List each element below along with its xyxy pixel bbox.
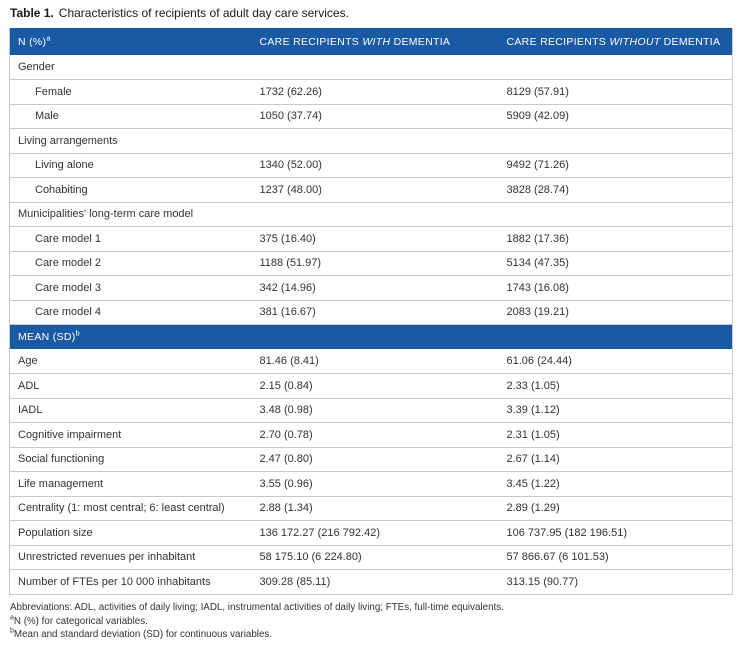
value-without-dementia: 57 866.67 (6 101.53) — [499, 545, 733, 570]
value-with-dementia: 1340 (52.00) — [252, 153, 499, 178]
value-without-dementia: 1882 (17.36) — [499, 227, 733, 252]
row-label: Centrality (1: most central; 6: least central) — [10, 496, 252, 521]
value-without-dementia: 61.06 (24.44) — [499, 349, 733, 374]
section-row-gender — [10, 55, 733, 80]
value-with-dementia: 1237 (48.00) — [252, 178, 499, 203]
value-with-dementia: 1732 (62.26) — [252, 80, 499, 105]
row-label: Social functioning — [10, 447, 252, 472]
value-without-dementia: 2.67 (1.14) — [499, 447, 733, 472]
row-label: Living alone — [10, 153, 252, 178]
value-with-dementia: 2.47 (0.80) — [252, 447, 499, 472]
value-without-dementia: 3.39 (1.12) — [499, 398, 733, 423]
table-row-adl — [10, 374, 733, 399]
row-label: Female — [10, 80, 252, 105]
value-with-dementia: 3.48 (0.98) — [252, 398, 499, 423]
value-with-dementia: 3.55 (0.96) — [252, 472, 499, 497]
column-header-without-dementia: CARE RECIPIENTS WITHOUT DEMENTIA — [499, 28, 733, 55]
row-label: Unrestricted revenues per inhabitant — [10, 545, 252, 570]
value-without-dementia: 313.15 (90.77) — [499, 570, 733, 595]
value-with-dementia: 2.15 (0.84) — [252, 374, 499, 399]
footnote-b: $^b$Mean and standard deviation (SD) for continuous variables. — [10, 627, 273, 640]
table-title — [10, 6, 349, 20]
value-with-dementia: 2.88 (1.34) — [252, 496, 499, 521]
section-row-care-model — [10, 202, 733, 227]
value-with-dementia: 1050 (37.74) — [252, 104, 499, 129]
value-without-dementia: 2.33 (1.05) — [499, 374, 733, 399]
table-row-iadl — [10, 398, 733, 423]
value-with-dementia: 81.46 (8.41) — [252, 349, 499, 374]
row-label: Cognitive impairment — [10, 423, 252, 448]
table-row-male — [10, 104, 733, 129]
row-label: Life management — [10, 472, 252, 497]
column-header-n-percent-text: N (%) — [18, 35, 47, 48]
table-row-ftes — [10, 570, 733, 595]
footnote-a-marker: a — [10, 614, 14, 622]
row-label: ADL — [10, 374, 252, 399]
table-row-cognitive-impairment — [10, 423, 733, 448]
row-label: Care model 3 — [10, 276, 252, 301]
section-label: Living arrangements — [10, 129, 733, 154]
table-row-age — [10, 349, 733, 374]
value-with-dementia: 2.70 (0.78) — [252, 423, 499, 448]
band-row-mean-sd — [10, 325, 733, 350]
row-label: Number of FTEs per 10 000 inhabitants — [10, 570, 252, 595]
section-label: Gender — [10, 55, 733, 80]
table-row-care-model-3 — [10, 276, 733, 301]
table-row-population-size — [10, 521, 733, 546]
column-header-n-percent — [10, 28, 252, 55]
value-without-dementia: 2.31 (1.05) — [499, 423, 733, 448]
table-row-living-alone — [10, 153, 733, 178]
table-row-unrestricted-revenues — [10, 545, 733, 570]
value-with-dementia: 58 175.10 (6 224.80) — [252, 545, 499, 570]
footnote-a: $^a$N (%) for categorical variables. — [10, 614, 148, 627]
table-row-cohabiting — [10, 178, 733, 203]
value-with-dementia: 381 (16.67) — [252, 300, 499, 325]
footnote-marker-b: b — [75, 328, 81, 338]
row-label: Care model 2 — [10, 251, 252, 276]
value-without-dementia: 9492 (71.26) — [499, 153, 733, 178]
table-row-female — [10, 80, 733, 105]
value-with-dementia: 309.28 (85.11) — [252, 570, 499, 595]
row-label: Age — [10, 349, 252, 374]
value-without-dementia: 1743 (16.08) — [499, 276, 733, 301]
footnote-marker-a: a — [46, 33, 51, 42]
value-without-dementia: 2083 (19.21) — [499, 300, 733, 325]
footnote-abbreviations: Abbreviations: ADL, activities of daily living; IADL, instrumental activities of daily living; FTEs, full-time equivalents. — [10, 602, 504, 613]
row-label: Male — [10, 104, 252, 129]
table-title-caption: Characteristics of recipients of adult day care services. — [58, 6, 349, 20]
table-footnotes — [10, 601, 504, 642]
row-label: Care model 1 — [10, 227, 252, 252]
table-header-row — [10, 28, 733, 55]
band-label: MEAN (SD)$^b$ — [10, 325, 733, 350]
value-with-dementia: 136 172.27 (216 792.42) — [252, 521, 499, 546]
value-with-dementia: 1188 (51.97) — [252, 251, 499, 276]
table-title-number: Table 1. — [10, 6, 54, 20]
value-with-dementia: 342 (14.96) — [252, 276, 499, 301]
value-without-dementia: 3.45 (1.22) — [499, 472, 733, 497]
table-row-care-model-1 — [10, 227, 733, 252]
value-without-dementia: 2.89 (1.29) — [499, 496, 733, 521]
value-without-dementia: 106 737.95 (182 196.51) — [499, 521, 733, 546]
table-row-life-management — [10, 472, 733, 497]
value-without-dementia: 5909 (42.09) — [499, 104, 733, 129]
section-row-living-arrangements — [10, 129, 733, 154]
section-label: Municipalities' long-term care model — [10, 202, 733, 227]
table-row-social-functioning — [10, 447, 733, 472]
table-row-care-model-4 — [10, 300, 733, 325]
row-label: Cohabiting — [10, 178, 252, 203]
column-header-with-dementia: CARE RECIPIENTS WITH DEMENTIA — [252, 28, 499, 55]
table-row-care-model-2 — [10, 251, 733, 276]
value-without-dementia: 3828 (28.74) — [499, 178, 733, 203]
value-without-dementia: 5134 (47.35) — [499, 251, 733, 276]
value-with-dementia: 375 (16.40) — [252, 227, 499, 252]
characteristics-table — [9, 28, 733, 595]
row-label: Care model 4 — [10, 300, 252, 325]
row-label: Population size — [10, 521, 252, 546]
footnote-b-marker: b — [10, 627, 14, 635]
table-row-centrality — [10, 496, 733, 521]
value-without-dementia: 8129 (57.91) — [499, 80, 733, 105]
row-label: IADL — [10, 398, 252, 423]
